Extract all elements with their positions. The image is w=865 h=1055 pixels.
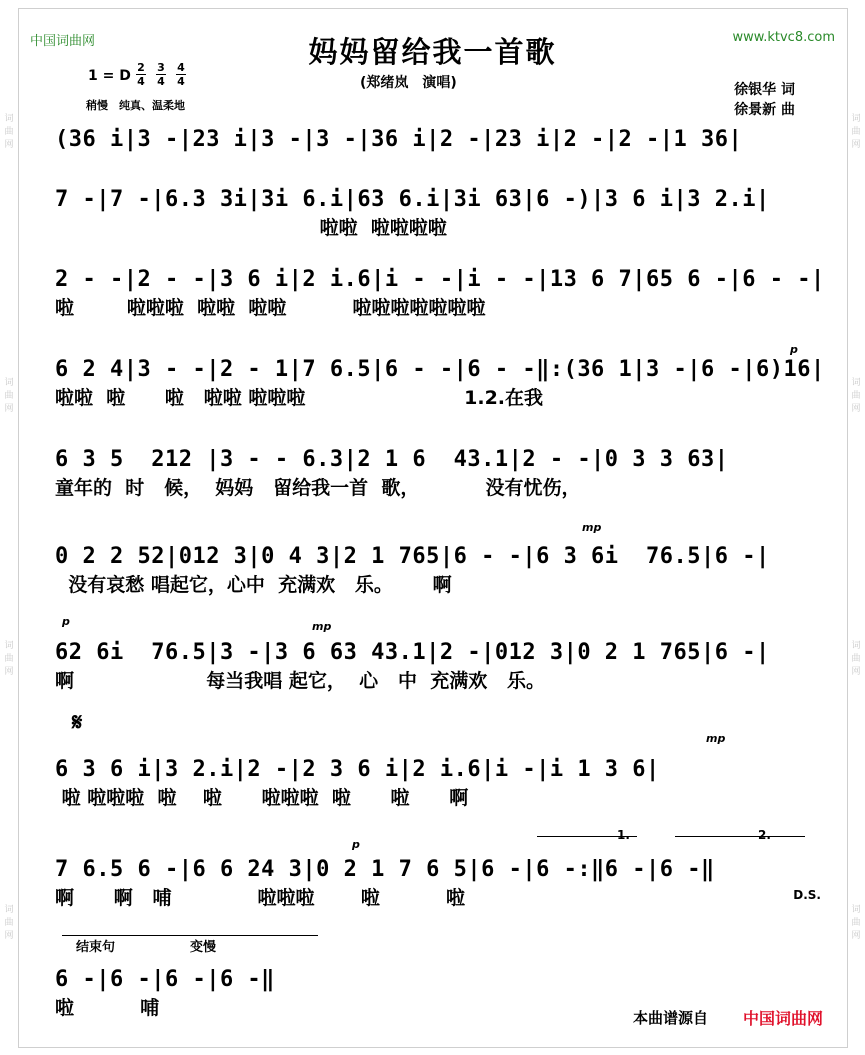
dynamic-marking: p <box>352 838 360 851</box>
score-system-10 <box>55 965 825 1021</box>
score-system-4 <box>55 355 825 411</box>
dynamic-marking: mp <box>582 521 602 534</box>
time-signature <box>156 61 166 88</box>
watermark-block <box>851 641 860 677</box>
site-link-right[interactable]: www.ktvc8.com <box>732 30 835 45</box>
watermark-char: 曲 <box>4 390 14 401</box>
watermark-char: 词 <box>851 377 861 388</box>
watermark-right <box>849 0 863 1055</box>
lyricist-credit: 徐银华 词 <box>734 82 795 98</box>
song-title: 妈妈留给我一首歌 <box>308 35 557 69</box>
watermark-char: 曲 <box>4 654 14 665</box>
slower-label: 变慢 <box>190 940 217 955</box>
watermark-char: 词 <box>851 113 861 124</box>
lyric-line: 啦 啦啦啦 啦啦 啦啦 啦啦啦啦啦啦啦 <box>55 297 486 319</box>
watermark-char: 网 <box>851 931 861 942</box>
watermark-char: 网 <box>851 667 861 678</box>
notation-line: (36 i|3 -|23 i|3 -|3 -|36 i|2 -|23 i|2 -|2 -|1 36| <box>55 127 743 152</box>
score-system-9 <box>55 855 825 911</box>
dynamic-marking: p <box>790 343 798 356</box>
watermark-char: 曲 <box>4 918 14 929</box>
watermark-block <box>4 378 13 414</box>
score-system-1 <box>55 125 825 181</box>
score-system-3 <box>55 265 825 321</box>
notation-line: 2 - -|2 - -|3 6 i|2 i.6|i - -|i - -|13 6 7|65 6 -|6 - -| <box>55 267 825 292</box>
volta-bracket <box>675 836 805 837</box>
notation-line: 6 -|6 -|6 -|6 -‖ <box>55 967 275 992</box>
score-system-5 <box>55 445 825 501</box>
watermark-char: 词 <box>851 641 861 652</box>
lyric-line: 啦 啦啦啦 啦 啦 啦啦啦 啦 啦 啊 <box>55 787 469 809</box>
watermark-char: 网 <box>4 667 14 678</box>
watermark-block <box>4 114 13 150</box>
watermark-char: 曲 <box>4 126 14 137</box>
watermark-block <box>851 378 860 414</box>
time-sig-top: 2 <box>137 61 145 74</box>
score-system-8 <box>55 755 825 811</box>
source-site-link[interactable]: 中国词曲网 <box>743 1009 824 1028</box>
watermark-char: 网 <box>4 139 14 150</box>
watermark-char: 曲 <box>851 390 861 401</box>
time-sig-top: 3 <box>157 61 165 74</box>
notation-line: 6 3 5 212 |3 - - 6.3|2 1 6 43.1|2 - -|0 3 3 63| <box>55 447 729 472</box>
volta-second-ending: 2. <box>758 828 771 842</box>
time-signature <box>136 61 146 88</box>
tempo-marking: 稍慢 纯真、温柔地 <box>86 99 185 112</box>
watermark-block <box>851 114 860 150</box>
watermark-char: 词 <box>4 113 14 124</box>
watermark-block <box>4 641 13 677</box>
watermark-block <box>4 905 13 941</box>
performer-credit: (郑绪岚 演唱) <box>360 75 457 91</box>
notation-line: 7 6.5 6 -|6 6 24 3|0 2 1 7 6 5|6 -|6 -:‖6 -|6 -‖ <box>55 857 715 882</box>
watermark-block <box>851 905 860 941</box>
composer-credit: 徐景新 曲 <box>734 102 795 118</box>
lyric-line: 啊 啊 哺 啦啦啦 啦 啦 <box>55 887 465 909</box>
time-sig-bottom: 4 <box>177 75 185 88</box>
score-system-2 <box>55 185 825 241</box>
watermark-char: 曲 <box>851 126 861 137</box>
lyric-line <box>55 155 825 181</box>
lyric-line: 啦啦 啦啦啦啦 <box>55 217 447 239</box>
watermark-left <box>2 0 16 1055</box>
watermark-char: 词 <box>4 641 14 652</box>
time-signatures <box>136 61 186 88</box>
lyric-line: 童年的 时 候， 妈妈 留给我一首 歌， 没有忧伤， <box>55 477 581 499</box>
time-sig-top: 4 <box>177 61 185 74</box>
source-label: 本曲谱源自 <box>633 1009 709 1027</box>
ending-phrase-label: 结束句 <box>76 940 116 955</box>
score-system-6 <box>55 542 825 598</box>
notation-line: 7 -|7 -|6.3 3i|3i 6.i|63 6.i|3i 63|6 -)|3 6 i|3 2.i| <box>55 187 770 212</box>
notation-line: 0 2 2 52|012 3|0 4 3|2 1 765|6 - -|6 3 6i 76.5|6 -| <box>55 544 770 569</box>
watermark-char: 网 <box>851 139 861 150</box>
key-signature: 1 = D <box>88 68 131 84</box>
site-link-left[interactable]: 中国词曲网 <box>30 34 96 49</box>
watermark-char: 曲 <box>851 654 861 665</box>
credits <box>734 80 795 120</box>
lyric-line: 啦啦 啦 啦 啦啦 啦啦啦 1.2.在我 <box>55 387 544 409</box>
time-sig-bottom: 4 <box>157 75 165 88</box>
notation-line: 6 2 4|3 - -|2 - 1|7 6.5|6 - -|6 - -‖:(36 1|3 -|6 -|6)16| <box>55 357 825 382</box>
dynamic-marking: mp <box>706 732 726 745</box>
watermark-char: 网 <box>851 403 861 414</box>
watermark-char: 网 <box>4 931 14 942</box>
watermark-char: 网 <box>4 403 14 414</box>
volta-first-ending: 1. <box>617 828 630 842</box>
dynamic-marking: mp <box>312 620 332 633</box>
lyric-line: 没有哀愁 唱起它，心中 充满欢 乐。 啊 <box>55 574 452 596</box>
watermark-char: 词 <box>4 377 14 388</box>
notation-line: 6 3 6 i|3 2.i|2 -|2 3 6 i|2 i.6|i -|i 1 3 6| <box>55 757 660 782</box>
dal-segno-marking: D.S. <box>793 888 821 902</box>
watermark-char: 词 <box>851 905 861 916</box>
time-sig-bottom: 4 <box>137 75 145 88</box>
notation-line: 62 6i 76.5|3 -|3 6 63 43.1|2 -|012 3|0 2 1 765|6 -| <box>55 640 770 665</box>
lyric-line: 啊 每当我唱 起它， 心 中 充满欢 乐。 <box>55 670 546 692</box>
score-system-7 <box>55 638 825 694</box>
watermark-char: 曲 <box>851 918 861 929</box>
watermark-char: 词 <box>4 905 14 916</box>
time-signature <box>176 61 186 88</box>
lyric-line: 啦 哺 <box>55 997 160 1019</box>
segno-sign: 𝄋 <box>72 708 83 736</box>
dynamic-marking: p <box>62 615 70 628</box>
